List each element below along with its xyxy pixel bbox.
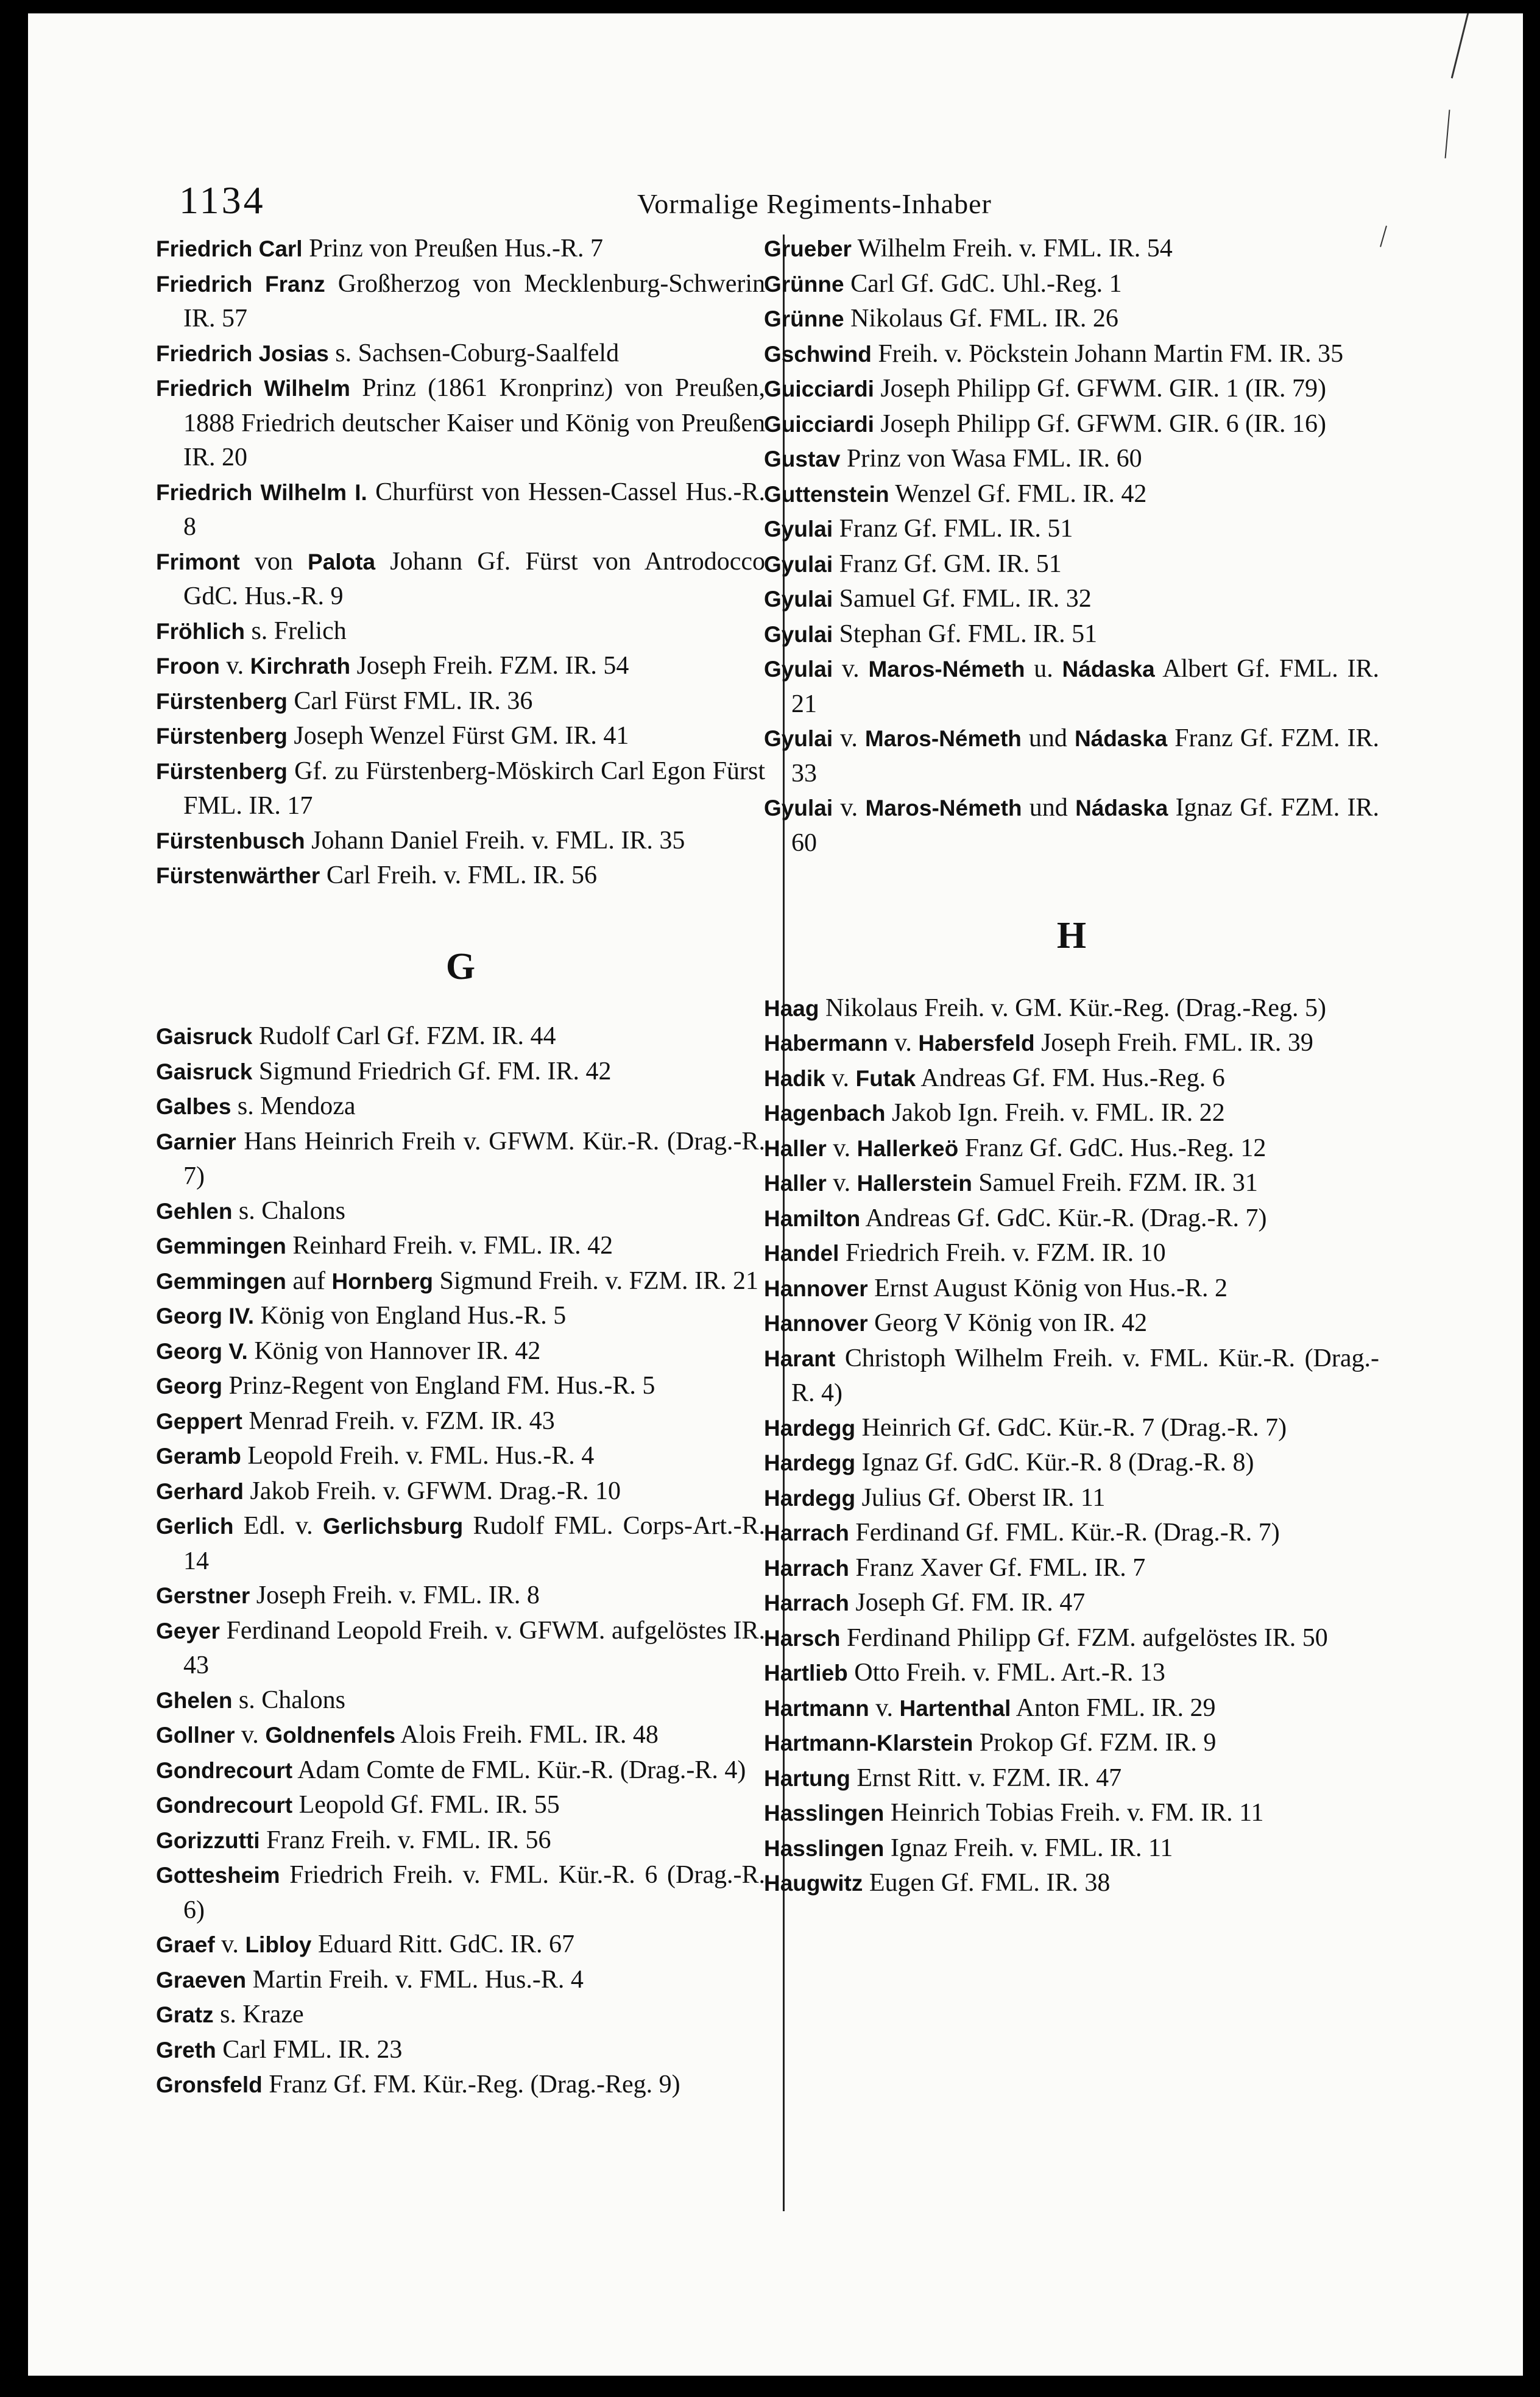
entry-name: Hannover <box>764 1311 868 1336</box>
entry-name: Georg V. <box>156 1338 248 1364</box>
entry-name: Gemmingen <box>156 1268 286 1294</box>
entry-text: von <box>239 547 308 576</box>
entry-name: Hamilton <box>764 1206 861 1231</box>
entries-g-continued <box>764 231 1379 860</box>
entry-name: Hartenthal <box>899 1695 1011 1721</box>
entry-text: Menrad Freih. v. FZM. IR. 43 <box>242 1407 555 1435</box>
entry-text: Sigmund Freih. v. FZM. IR. 21 <box>433 1266 758 1295</box>
entry-text: Joseph Philipp Gf. GFWM. GIR. 1 (IR. 79) <box>874 375 1326 403</box>
entry-name: Hartung <box>764 1765 850 1791</box>
entry-name: Friedrich Carl <box>156 236 303 261</box>
entry-name: Hasslingen <box>764 1801 885 1826</box>
entry-text: Gf. zu Fürstenberg-Möskirch Carl Egon Fürst FML. IR. 17 <box>183 757 765 820</box>
entry-name: Gustav <box>764 447 841 471</box>
entries-g <box>156 1019 765 2103</box>
entry-text: Nikolaus Gf. FML. IR. 26 <box>844 305 1118 333</box>
entry-text: s. Mendoza <box>231 1092 356 1120</box>
register-entry <box>156 614 765 649</box>
register-entry <box>156 1927 765 1963</box>
register-entry <box>764 231 1379 267</box>
register-entry <box>764 1656 1379 1691</box>
entry-text: s. Kraze <box>213 2000 304 2028</box>
register-entry <box>764 1061 1379 1096</box>
entry-text: v. <box>219 652 250 680</box>
entry-name: Fürstenbusch <box>156 828 305 853</box>
entry-name: Haller <box>764 1135 827 1161</box>
entry-name: Harant <box>764 1346 836 1371</box>
register-entry <box>156 858 765 894</box>
entry-text: Sigmund Friedrich Gf. FM. IR. 42 <box>252 1057 612 1086</box>
entry-name: Harrach <box>764 1590 849 1615</box>
entry-text: und <box>1021 724 1075 752</box>
entry-name: Fröhlich <box>156 618 245 644</box>
register-entry <box>156 1823 765 1859</box>
entry-name: Galbes <box>156 1094 231 1119</box>
register-entry <box>764 1411 1379 1446</box>
register-entry <box>764 372 1379 407</box>
entry-name: Maros-Németh <box>868 657 1025 682</box>
entries-h <box>764 991 1379 1901</box>
entry-name: Frimont <box>156 549 240 574</box>
entry-text: Georg V König von IR. 42 <box>867 1309 1148 1337</box>
entry-text: Friedrich Freih. v. FZM. IR. 10 <box>839 1239 1166 1267</box>
register-entry <box>764 1866 1379 1901</box>
entry-name: Hardegg <box>764 1450 856 1475</box>
register-entry <box>764 1586 1379 1621</box>
entry-name: Gerhard <box>156 1478 244 1504</box>
register-entry <box>764 1446 1379 1481</box>
entry-name: Friedrich Franz <box>156 271 325 297</box>
entry-text: Joseph Philipp Gf. GFWM. GIR. 6 (IR. 16) <box>874 409 1326 438</box>
register-entry <box>764 407 1379 442</box>
entry-text: auf <box>286 1266 332 1295</box>
register-entry <box>156 1054 765 1090</box>
register-entry <box>156 1578 765 1614</box>
entry-name: Gyulai <box>764 726 833 751</box>
register-entry <box>156 1788 765 1823</box>
register-entry <box>764 721 1379 791</box>
register-entry <box>156 1439 765 1474</box>
register-entry <box>156 267 765 336</box>
entry-name: Friedrich Wilhelm I. <box>156 479 367 505</box>
entry-name: Hardegg <box>764 1415 856 1441</box>
entry-text: v. <box>826 1134 857 1162</box>
register-entry <box>156 1089 765 1124</box>
page-number: 1134 <box>179 178 266 222</box>
entry-text: Joseph Freih. v. FML. IR. 8 <box>250 1581 540 1609</box>
entry-text: v. <box>833 724 865 752</box>
entry-text: Albert Gf. FML. IR. 21 <box>791 655 1380 718</box>
entry-name: Friedrich Josias <box>156 341 329 366</box>
entry-name: Gyulai <box>764 517 833 542</box>
register-entry <box>156 649 765 684</box>
entry-text: v. <box>869 1693 900 1722</box>
entry-name: Hallerkeö <box>857 1135 959 1161</box>
register-entry <box>764 991 1379 1026</box>
entry-name: Gorizzutti <box>156 1827 260 1853</box>
right-column <box>764 231 1379 1901</box>
entry-name: Grünne <box>764 306 844 331</box>
entry-text: Prinz-Regent von England FM. Hus.-R. 5 <box>222 1372 655 1400</box>
entry-text: Prinz von Wasa FML. IR. 60 <box>840 445 1142 473</box>
entry-text: Jakob Freih. v. GFWM. Drag.-R. 10 <box>243 1477 621 1505</box>
register-entry <box>764 582 1379 617</box>
register-entry <box>764 547 1379 582</box>
entry-text: Christoph Wilhelm Freih. v. FML. Kür.-R. (Drag.-R. 4) <box>791 1344 1379 1407</box>
entry-text: Eugen Gf. FML. IR. 38 <box>863 1869 1111 1897</box>
register-entry <box>764 791 1379 860</box>
entry-text: Samuel Freih. FZM. IR. 31 <box>972 1169 1258 1197</box>
entry-name: Fürstenberg <box>156 758 288 784</box>
register-entry <box>156 1194 765 1229</box>
page-header <box>179 178 1410 239</box>
entry-text: Carl FML. IR. 23 <box>216 2035 403 2064</box>
register-entry <box>156 1509 765 1578</box>
entry-text: Julius Gf. Oberst IR. 11 <box>855 1483 1106 1512</box>
register-entry <box>764 1691 1379 1726</box>
entry-name: Friedrich Wilhelm <box>156 376 350 401</box>
entry-text: Joseph Gf. FM. IR. 47 <box>849 1589 1086 1617</box>
entry-name: Fürstenberg <box>156 724 288 749</box>
entry-text: s. Chalons <box>232 1686 345 1714</box>
entry-text: Franz Gf. GdC. Hus.-Reg. 12 <box>958 1134 1266 1162</box>
entry-text: Reinhard Freih. v. FML. IR. 42 <box>286 1232 613 1260</box>
register-entry <box>764 617 1379 652</box>
entry-text: Stephan Gf. FML. IR. 51 <box>833 620 1098 648</box>
register-entry <box>764 1131 1379 1167</box>
entry-text: Franz Gf. FM. Kür.-Reg. (Drag.-Reg. 9) <box>262 2070 680 2099</box>
register-entry <box>156 1614 765 1683</box>
register-entry <box>764 337 1379 372</box>
entry-name: Hasslingen <box>764 1835 885 1861</box>
left-column <box>156 231 765 2103</box>
entry-text: Ferdinand Leopold Freih. v. GFWM. aufgelöstes IR. 43 <box>183 1616 765 1679</box>
entry-text: Martin Freih. v. FML. Hus.-R. 4 <box>246 1965 584 1994</box>
entry-name: Haller <box>764 1171 827 1196</box>
entry-text: Leopold Gf. FML. IR. 55 <box>292 1791 560 1819</box>
entry-name: Gyulai <box>764 657 833 682</box>
entry-name: Gerlichsburg <box>322 1514 464 1539</box>
entry-text: Carl Fürst FML. IR. 36 <box>287 687 533 715</box>
entry-name: Geyer <box>156 1618 220 1643</box>
entry-name: Gondrecourt <box>156 1757 293 1783</box>
entry-name: Kirchrath <box>250 654 351 679</box>
entry-name: Guicciardi <box>764 411 874 437</box>
entries-f <box>156 231 765 894</box>
entry-text: v. <box>825 1064 856 1092</box>
register-entry <box>156 1124 765 1194</box>
entry-name: Hartlieb <box>764 1661 848 1686</box>
register-entry <box>156 2067 765 2103</box>
register-entry <box>156 754 765 824</box>
entry-text: Rudolf FML. Corps-Art.-R. 14 <box>183 1512 765 1575</box>
register-entry <box>764 267 1379 302</box>
entry-name: Greth <box>156 2037 216 2063</box>
entry-name: Guttenstein <box>764 481 889 507</box>
entry-name: Gaisruck <box>156 1059 253 1084</box>
register-entry <box>156 1229 765 1264</box>
register-entry <box>156 2033 765 2068</box>
entry-name: Ghelen <box>156 1687 233 1713</box>
entry-text: s. Sachsen-Coburg-Saalfeld <box>328 339 620 367</box>
entry-text: Samuel Gf. FML. IR. 32 <box>833 585 1092 613</box>
entry-text: Joseph Freih. FML. IR. 39 <box>1034 1029 1313 1057</box>
entry-name: Gottesheim <box>156 1863 280 1888</box>
entry-text: Jakob Ign. Freih. v. FML. IR. 22 <box>885 1099 1225 1127</box>
entry-name: Hallerstein <box>857 1171 972 1196</box>
entry-text: Ignaz Gf. FZM. IR. 60 <box>791 794 1379 857</box>
entry-name: Hornberg <box>331 1268 433 1294</box>
register-entry <box>156 1858 765 1927</box>
register-entry <box>764 1201 1379 1237</box>
section-heading-h: H <box>1056 915 1087 956</box>
register-entry <box>156 231 765 267</box>
entry-name: Hardegg <box>764 1485 856 1511</box>
register-entry <box>764 302 1379 337</box>
entry-text: Edl. v. <box>233 1512 323 1540</box>
register-entry <box>764 1551 1379 1586</box>
entry-name: Gratz <box>156 2002 214 2027</box>
register-entry <box>764 1726 1379 1761</box>
entry-text: Johann Gf. Fürst von Antrodocco GdC. Hus.-R. 9 <box>183 547 765 610</box>
entry-text: s. Frelich <box>244 616 347 645</box>
register-entry <box>156 684 765 719</box>
entry-text: Joseph Freih. FZM. IR. 54 <box>350 652 629 680</box>
entry-text: Heinrich Gf. GdC. Kür.-R. 7 (Drag.-R. 7) <box>855 1413 1287 1442</box>
register-entry <box>764 1236 1379 1271</box>
register-entry <box>764 1271 1379 1307</box>
entry-text: v. <box>888 1029 919 1057</box>
entry-name: Gronsfeld <box>156 2072 263 2097</box>
entry-text: Franz Gf. FML. IR. 51 <box>833 515 1073 543</box>
section-heading-g: G <box>445 945 476 987</box>
entry-name: Libloy <box>245 1932 312 1957</box>
entry-text: v. <box>214 1930 245 1958</box>
register-entry <box>764 1516 1379 1551</box>
entry-name: Froon <box>156 654 220 679</box>
entry-text: Prokop Gf. FZM. IR. 9 <box>973 1729 1217 1757</box>
entry-name: Gyulai <box>764 551 833 577</box>
entry-text: v. <box>235 1721 266 1749</box>
entry-name: Garnier <box>156 1129 236 1154</box>
register-entry <box>156 1019 765 1054</box>
entry-name: Hadik <box>764 1065 825 1091</box>
register-entry <box>156 1264 765 1299</box>
entry-text: Großherzog von Mecklenburg-Schwerin IR. 57 <box>183 269 765 333</box>
entry-text: Carl Freih. v. FML. IR. 56 <box>320 861 597 889</box>
entry-name: Geramb <box>156 1444 241 1469</box>
entry-text: u. <box>1025 655 1062 683</box>
entry-text: Wenzel Gf. FML. IR. 42 <box>889 479 1147 508</box>
entry-name: Nádaska <box>1062 657 1155 682</box>
entry-text: Eduard Ritt. GdC. IR. 67 <box>311 1930 575 1958</box>
entry-text: Otto Freih. v. FML. Art.-R. 13 <box>847 1659 1165 1687</box>
entry-text: Johann Daniel Freih. v. FML. IR. 35 <box>305 826 685 855</box>
entry-name: Haag <box>764 995 819 1021</box>
entry-text: v. <box>826 1169 857 1197</box>
entry-text: v. <box>833 655 869 683</box>
register-entry <box>764 1166 1379 1201</box>
register-entry <box>764 477 1379 512</box>
entry-name: Hartmann-Klarstein <box>764 1731 973 1756</box>
entry-text: Ferdinand Philipp Gf. FZM. aufgelöstes IR. 50 <box>840 1623 1328 1652</box>
register-entry <box>764 1096 1379 1131</box>
entry-text: v. <box>833 794 866 822</box>
entry-name: Harrach <box>764 1555 849 1581</box>
entry-text: Heinrich Tobias Freih. v. FM. IR. 11 <box>884 1799 1264 1827</box>
register-entry <box>764 1621 1379 1656</box>
entry-text: Hans Heinrich Freih v. GFWM. Kür.-R. (Drag.-R. 7) <box>183 1127 765 1190</box>
entry-text: Freih. v. Pöckstein Johann Martin FM. IR. 35 <box>871 339 1344 368</box>
entry-name: Handel <box>764 1241 839 1266</box>
register-entry <box>156 1334 765 1369</box>
register-entry <box>156 1718 765 1753</box>
register-entry <box>156 719 765 754</box>
register-entry <box>764 1306 1379 1341</box>
running-title: Vormalige Regiments-Inhaber <box>637 188 992 219</box>
register-entry <box>156 336 765 372</box>
register-entry <box>764 442 1379 477</box>
entry-text: Wilhelm Freih. v. FML. IR. 54 <box>851 235 1173 263</box>
entry-text: Leopold Freih. v. FML. Hus.-R. 4 <box>241 1442 595 1470</box>
entry-text: Joseph Wenzel Fürst GM. IR. 41 <box>287 722 629 750</box>
entry-name: Geppert <box>156 1408 242 1434</box>
entry-text: König von Hannover IR. 42 <box>247 1336 541 1365</box>
register-entry <box>156 545 765 614</box>
entry-text: Ferdinand Gf. FML. Kür.-R. (Drag.-R. 7) <box>849 1519 1280 1547</box>
entry-name: Gerlich <box>156 1514 234 1539</box>
entry-name: Nádaska <box>1075 796 1168 821</box>
register-entry <box>764 652 1379 721</box>
register-entry <box>764 1341 1379 1411</box>
register-entry <box>156 1369 765 1404</box>
register-entry <box>764 1481 1379 1516</box>
entry-name: Georg IV. <box>156 1304 255 1329</box>
entry-name: Hannover <box>764 1276 868 1301</box>
entry-text: Franz Freih. v. FML. IR. 56 <box>260 1826 551 1854</box>
entry-text: Anton FML. IR. 29 <box>1011 1693 1216 1722</box>
entry-text: König von England Hus.-R. 5 <box>254 1302 567 1330</box>
entry-name: Graef <box>156 1932 215 1957</box>
entry-text: Carl Gf. GdC. Uhl.-Reg. 1 <box>844 269 1122 298</box>
entry-text: Nikolaus Freih. v. GM. Kür.-Reg. (Drag.-Reg. 5) <box>819 994 1326 1022</box>
entry-text: Ernst August König von Hus.-R. 2 <box>867 1274 1228 1302</box>
entry-text: Rudolf Carl Gf. FZM. IR. 44 <box>252 1022 556 1050</box>
entry-name: Hagenbach <box>764 1101 886 1126</box>
entry-text: Adam Comte de FML. Kür.-R. (Drag.-R. 4) <box>292 1756 746 1784</box>
entry-name: Gaisruck <box>156 1024 253 1049</box>
register-entry <box>156 1474 765 1509</box>
entry-text: Franz Gf. FZM. IR. 33 <box>791 724 1379 788</box>
entry-text: Andreas Gf. GdC. Kür.-R. (Drag.-R. 7) <box>860 1204 1267 1232</box>
entry-text: Ignaz Gf. GdC. Kür.-R. 8 (Drag.-R. 8) <box>855 1449 1254 1477</box>
entry-name: Nádaska <box>1074 726 1168 751</box>
register-entry <box>764 1831 1379 1866</box>
entry-name: Goldnenfels <box>265 1723 396 1748</box>
entry-text: s. Chalons <box>232 1196 345 1225</box>
register-entry <box>764 1796 1379 1831</box>
entry-text: und <box>1022 794 1076 822</box>
entry-text: Alois Freih. FML. IR. 48 <box>395 1721 659 1749</box>
entry-name: Gerstner <box>156 1583 250 1608</box>
entry-text: Prinz (1861 Kronprinz) von Preußen, 1888 Friedrich deutscher Kaiser und König von Preußen IR. 20 <box>183 374 765 471</box>
register-entry <box>156 1997 765 2033</box>
entry-text: Friedrich Freih. v. FML. Kür.-R. 6 (Drag.-R. 6) <box>183 1861 765 1924</box>
entry-text: Franz Xaver Gf. FML. IR. 7 <box>849 1553 1146 1582</box>
entry-name: Gyulai <box>764 796 833 821</box>
entry-name: Haugwitz <box>764 1871 863 1896</box>
register-entry <box>156 1683 765 1718</box>
register-entry <box>156 475 765 545</box>
entry-text: Ignaz Freih. v. FML. IR. 11 <box>884 1834 1173 1862</box>
entry-name: Gollner <box>156 1723 235 1748</box>
entry-name: Graeven <box>156 1967 247 1993</box>
register-entry <box>156 1299 765 1334</box>
entry-name: Georg <box>156 1374 222 1399</box>
register-entry <box>156 1963 765 1998</box>
register-entry <box>156 1404 765 1439</box>
entry-text: Prinz von Preußen Hus.-R. 7 <box>302 235 604 263</box>
register-entry <box>764 1761 1379 1796</box>
entry-name: Habersfeld <box>918 1031 1035 1056</box>
entry-name: Harsch <box>764 1625 841 1651</box>
entry-name: Gemmingen <box>156 1234 286 1259</box>
entry-text: Andreas Gf. FM. Hus.-Reg. 6 <box>916 1064 1225 1092</box>
entry-name: Maros-Németh <box>864 726 1022 751</box>
entry-name: Hartmann <box>764 1695 869 1721</box>
entry-name: Habermann <box>764 1031 888 1056</box>
entry-name: Maros-Németh <box>865 796 1022 821</box>
register-entry <box>156 824 765 859</box>
entry-name: Gehlen <box>156 1198 233 1224</box>
entry-name: Fürstenberg <box>156 688 288 714</box>
entry-name: Gschwind <box>764 341 872 367</box>
register-entry <box>764 512 1379 547</box>
entry-name: Grueber <box>764 236 852 261</box>
entry-name: Gyulai <box>764 621 833 647</box>
entry-name: Palota <box>308 549 376 574</box>
entry-name: Harrach <box>764 1520 849 1545</box>
entry-name: Gyulai <box>764 587 833 612</box>
entry-name: Guicciardi <box>764 376 874 401</box>
entry-name: Gondrecourt <box>156 1793 293 1818</box>
register-entry <box>764 1026 1379 1061</box>
register-entry <box>156 1753 765 1788</box>
entry-name: Fürstenwärther <box>156 863 320 888</box>
register-entry <box>156 371 765 475</box>
entry-name: Futak <box>855 1065 916 1091</box>
entry-text: Franz Gf. GM. IR. 51 <box>833 549 1062 578</box>
entry-name: Grünne <box>764 271 844 297</box>
entry-text: Churfürst von Hessen-Cassel Hus.-R. 8 <box>183 478 765 541</box>
entry-text: Ernst Ritt. v. FZM. IR. 47 <box>850 1763 1122 1792</box>
